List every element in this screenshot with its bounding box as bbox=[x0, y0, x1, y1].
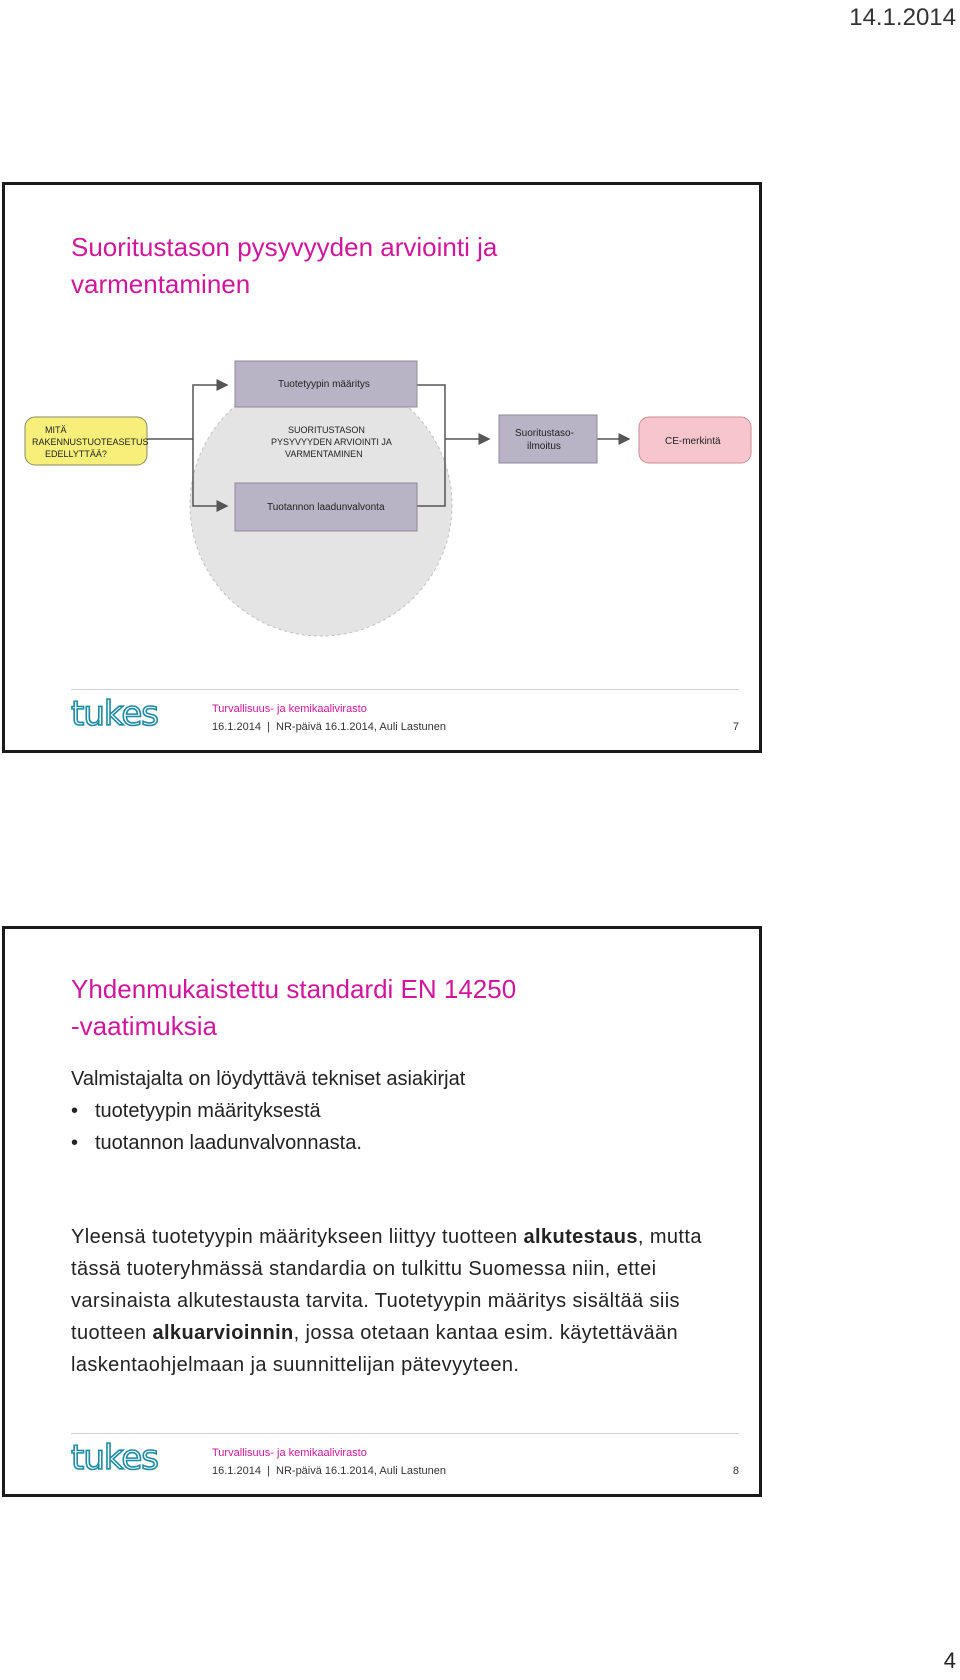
intro-text: Valmistajalta on löydyttävä tekniset asiakirjat bbox=[71, 1068, 466, 1090]
ce-marking-label: CE-merkintä bbox=[665, 436, 721, 447]
quality-control-label: Tuotannon laadunvalvonta bbox=[267, 502, 385, 513]
declaration-line-2: ilmoitus bbox=[527, 441, 561, 452]
title-line-1: Suoritustason pysyvyyden arviointi ja bbox=[71, 232, 498, 262]
yellow-line-3: EDELLYTTÄÄ? bbox=[45, 449, 107, 459]
center-line-1: SUORITUSTASON bbox=[288, 425, 365, 435]
para-text-3: , jossa otetaan kantaa esim. käytettävään laskentaohjelmaan ja suunnittelijan pätevyyteen. bbox=[71, 1322, 679, 1376]
footer-line: 16.1.2014 | NR-päivä 16.1.2014, Auli Lastunen bbox=[212, 1465, 447, 1477]
footer-org: Turvallisuus- ja kemikaalivirasto bbox=[212, 703, 367, 715]
slide-title bbox=[71, 971, 516, 1045]
slide-number: 7 bbox=[732, 721, 739, 733]
footer-org: Turvallisuus- ja kemikaalivirasto bbox=[212, 1447, 367, 1459]
para-bold-1: alkutestaus bbox=[523, 1226, 638, 1248]
center-line-3: VARMENTAMINEN bbox=[285, 449, 363, 459]
title-line-2: varmentaminen bbox=[71, 269, 251, 299]
title-line-1: Yhdenmukaistettu standardi EN 14250 bbox=[71, 974, 517, 1004]
para-bold-2: alkuarvioinnin bbox=[152, 1322, 294, 1344]
product-type-label: Tuotetyypin määritys bbox=[278, 379, 370, 390]
assessment-diagram bbox=[5, 353, 759, 653]
bullet-item: • tuotetyypin määrityksestä bbox=[71, 1095, 362, 1127]
tukes-logo bbox=[71, 1437, 169, 1477]
slide-title bbox=[71, 229, 497, 303]
body-paragraph bbox=[71, 1221, 711, 1381]
yellow-line-2: RAKENNUSTUOTEASETUS bbox=[32, 437, 149, 447]
title-line-2: -vaatimuksia bbox=[71, 1011, 217, 1041]
svg-text:tukes: tukes bbox=[71, 1438, 158, 1477]
slide-8 bbox=[2, 926, 762, 1497]
para-text-1: Yleensä tuotetyypin määritykseen liittyy tuotteen bbox=[71, 1226, 524, 1248]
header-date: 14.1.2014 bbox=[849, 4, 956, 31]
declaration-line-1: Suoritustaso- bbox=[515, 428, 574, 439]
footer-rule bbox=[71, 1433, 739, 1434]
para-text-2: , mutta tässä tuoteryhmässä standardia on tulkittu Suomessa niin, ettei varsinaista alkutestausta tarvita. Tuotetyypin määritys sisältää siis tuotteen bbox=[71, 1226, 702, 1344]
yellow-line-1: MITÄ bbox=[45, 425, 67, 435]
tukes-logo bbox=[71, 693, 169, 733]
svg-text:tukes: tukes bbox=[71, 694, 158, 733]
page-number: 4 bbox=[943, 1648, 956, 1673]
footer-rule bbox=[71, 689, 739, 690]
bullet-list bbox=[71, 1095, 362, 1159]
footer-line: 16.1.2014 | NR-päivä 16.1.2014, Auli Lastunen bbox=[212, 721, 447, 733]
slide-7 bbox=[2, 182, 762, 753]
declaration-box bbox=[499, 415, 597, 463]
slide-number: 8 bbox=[732, 1465, 739, 1477]
center-line-2: PYSYVYYDEN ARVIOINTI JA bbox=[271, 437, 392, 447]
bullet-item: • tuotannon laadunvalvonnasta. bbox=[71, 1127, 362, 1159]
